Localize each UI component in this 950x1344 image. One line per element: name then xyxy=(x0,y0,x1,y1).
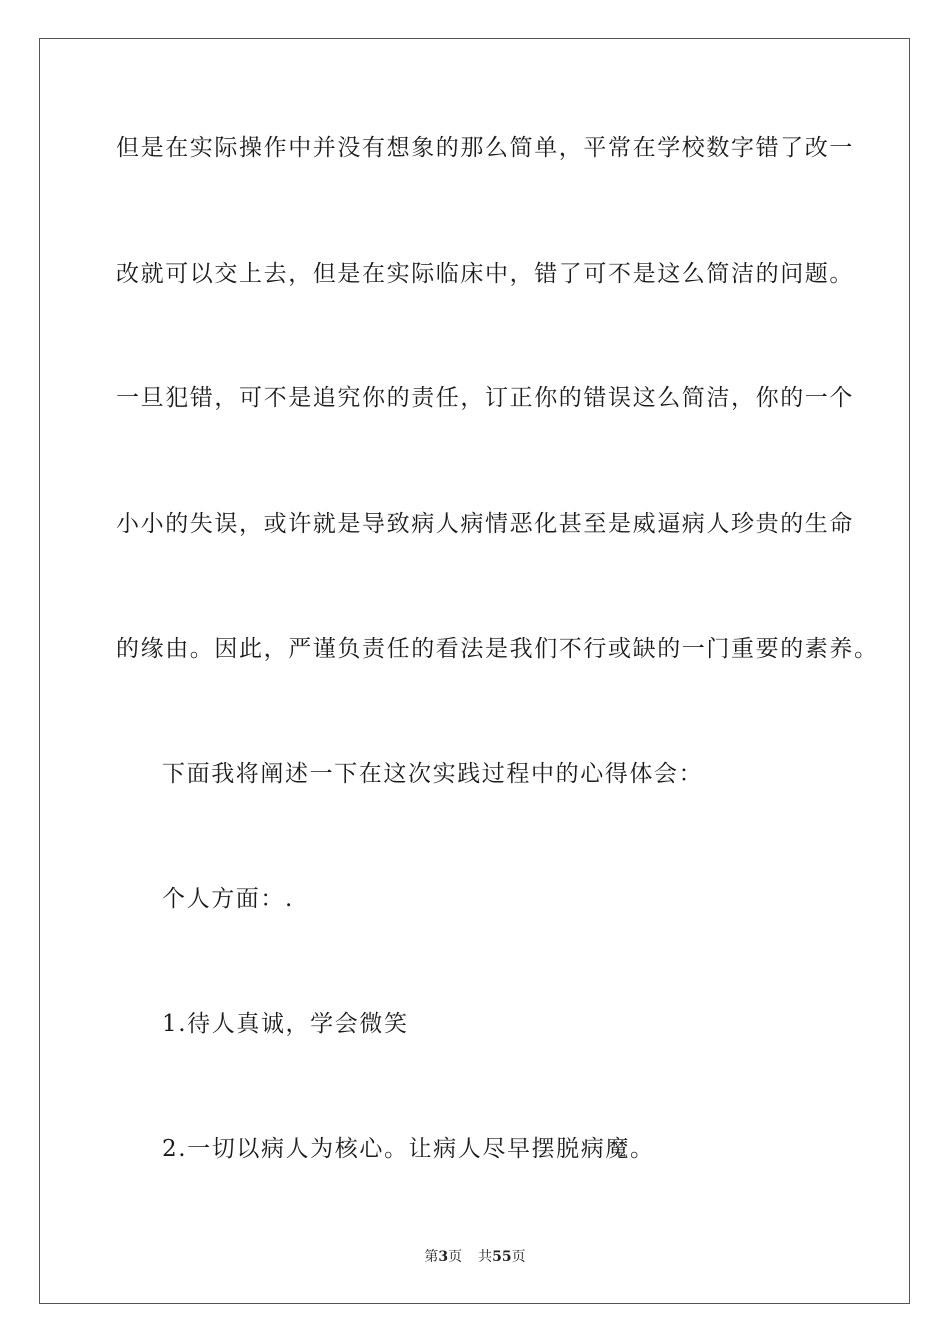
paragraph-line: 的缘由。因此，严谨负责任的看法是我们不行或缺的一门重要的素养。 xyxy=(116,636,879,662)
footer-prefix: 第 xyxy=(424,1249,439,1265)
list-item: 2.一切以病人为核心。让病人尽早摆脱病魔。 xyxy=(162,1136,655,1162)
paragraph-line: 改就可以交上去，但是在实际临床中，错了可不是这么简洁的问题。 xyxy=(116,261,854,287)
page-footer xyxy=(0,1248,950,1266)
list-item: 1.待人真诚，学会微笑 xyxy=(162,1011,409,1037)
paragraph-line: 小小的失误，或许就是导致病人病情恶化甚至是威逼病人珍贵的生命 xyxy=(116,511,854,537)
footer-total-prefix: 共 xyxy=(478,1249,493,1265)
page-number: 3 xyxy=(438,1249,449,1265)
footer-page-suffix: 页 xyxy=(448,1249,463,1265)
total-pages: 55 xyxy=(492,1249,512,1265)
paragraph-line: 但是在实际操作中并没有想象的那么简单，平常在学校数字错了改一 xyxy=(116,135,854,161)
footer-total-suffix: 页 xyxy=(511,1249,526,1265)
section-heading: 个人方面：. xyxy=(162,886,294,912)
paragraph-line: 一旦犯错，可不是追究你的责任，订正你的错误这么简洁，你的一个 xyxy=(116,385,854,411)
page-border xyxy=(39,38,910,1304)
intro-paragraph: 下面我将阐述一下在这次实践过程中的心得体会： xyxy=(162,761,704,787)
